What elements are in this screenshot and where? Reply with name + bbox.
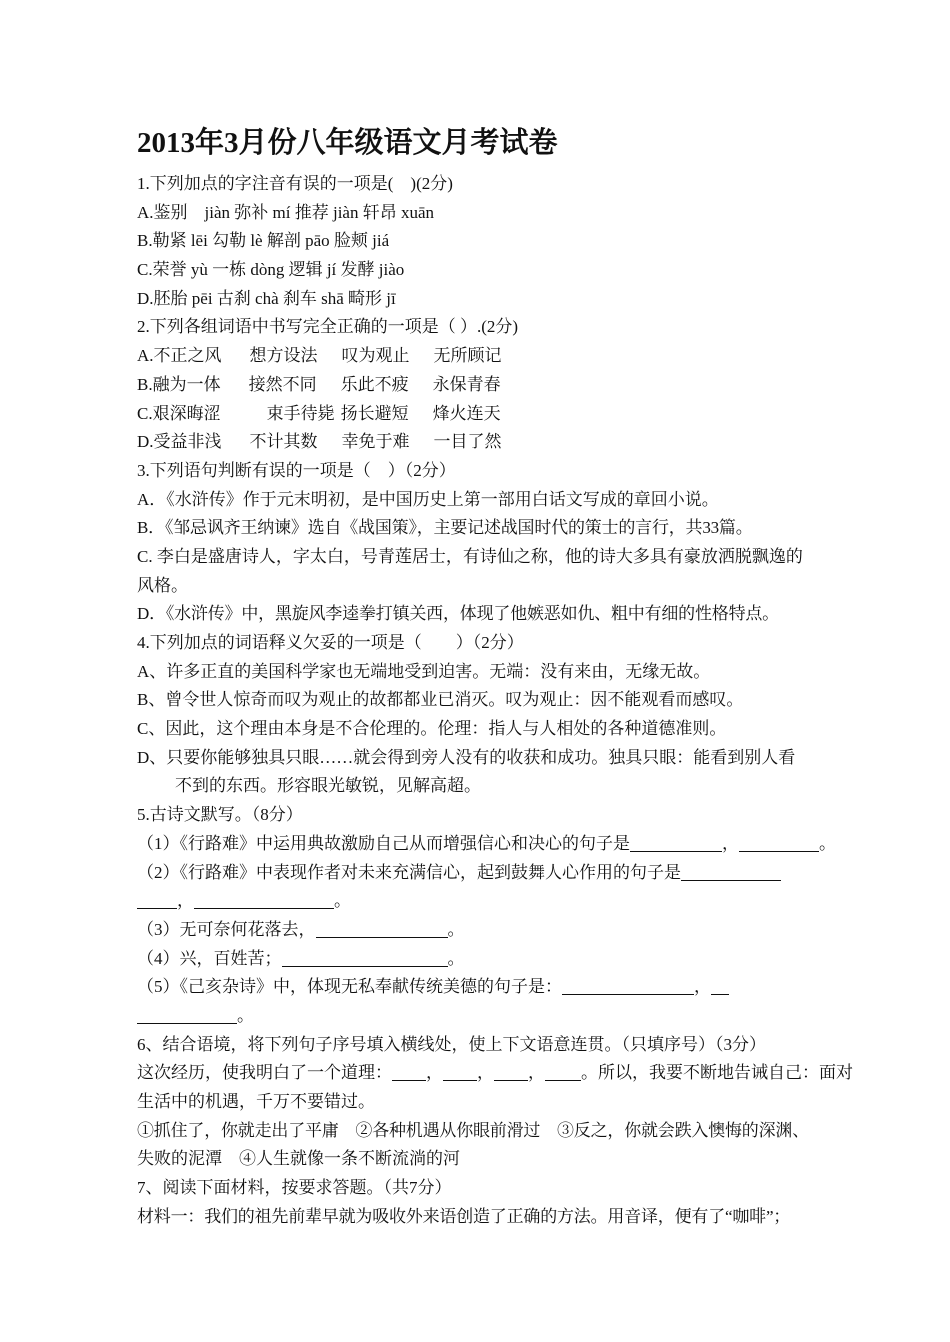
q5-item-2: [137, 859, 897, 888]
q2-a-word-2: 想方设法: [249, 346, 318, 366]
q6-line-1-pre: 这次经历，使我明白了一个道理：: [137, 1063, 392, 1083]
q2-d-word-3: 幸免于难: [341, 432, 410, 452]
q4-option-d-line1: D、只要你能够独具只眼……就会得到旁人没有的收获和成功。独具只眼：能看到别人看: [137, 747, 796, 767]
q5-item-1-blank-2[interactable]: [739, 833, 819, 852]
q5-item-5-cont: [137, 1002, 897, 1031]
q2-c-word-4: 烽火连天: [432, 403, 501, 423]
q2-b-word-2: 接然不同: [248, 374, 317, 394]
q2-a-word-4: 无所顾记: [433, 346, 502, 366]
q2-stem: 2.下列各组词语中书写完全正确的一项是（ ）.(2分): [137, 317, 519, 337]
q5-item-3: [137, 916, 897, 945]
q3-option-a: A．《水浒传》作于元末明初，是中国历史上第一部用白话文写成的章回小说。: [137, 489, 719, 509]
q5-item-1-blank-1[interactable]: [630, 833, 722, 852]
q1-option-a: A.鉴别 jiàn 弥补 mí 推荐 jiàn 轩昂 xuān: [137, 202, 435, 222]
q1-option-b: B.勒紧 lēi 勾勒 lè 解剖 pāo 脸颊 jiá: [137, 231, 390, 251]
q2-c-word-3: 扬长避短: [340, 403, 409, 423]
exam-body: [137, 170, 897, 1231]
q2-d-word-2: 不计其数: [249, 432, 318, 452]
q5-item-2-blank-1a[interactable]: [681, 862, 781, 881]
q3-option-d: D．《水浒传》中，黑旋风李逵拳打镇关西，体现了他嫉恶如仇、粗中有细的性格特点。: [137, 604, 779, 624]
q6-line-1: [137, 1059, 897, 1088]
q5-item-2-cont: [137, 887, 897, 916]
q5-item-4-end: 。: [447, 948, 465, 968]
q2-c-word-1: C.艰深晦涩: [137, 403, 221, 423]
q5-item-1: [137, 830, 897, 859]
q5-item-2-end: 。: [334, 891, 351, 911]
q6-line-4: 失败的泥潭 ④人生就像一条不断流淌的河: [137, 1149, 460, 1169]
q5-item-5-blank-2a[interactable]: [711, 976, 729, 995]
q4-option-a: A、许多正直的美国科学家也无端地受到迫害。无端：没有来由，无缘无故。: [137, 661, 711, 681]
q5-item-1-text: （1）《行路难》中运用典故激励自己从而增强信心和决心的句子是: [137, 833, 630, 853]
q5-item-2-sep: ，: [177, 891, 194, 911]
q2-c-word-2: 束手待毙: [266, 403, 335, 423]
q6-blank-1[interactable]: [392, 1062, 426, 1081]
q5-item-3-text: （3）无可奈何花落去，: [137, 919, 316, 939]
q5-item-2-text: （2）《行路难》中表现作者对未来充满信心，起到鼓舞人心作用的句子是: [137, 862, 681, 882]
q5-item-4-text: （4）兴，百姓苦；: [137, 948, 282, 968]
q1-option-d: D.胚胎 pēi 古刹 chà 刹车 shā 畸形 jī: [137, 288, 396, 308]
q4-option-d-line2: 不到的东西。形容眼光敏锐，见解高超。: [175, 776, 481, 796]
q7-stem: 7、阅读下面材料，按要求答题。（共7分）: [137, 1178, 452, 1198]
q5-item-2-blank-2[interactable]: [194, 890, 334, 909]
q5-item-4-blank[interactable]: [282, 948, 448, 967]
q6-blank-4[interactable]: [545, 1062, 581, 1081]
q2-option-b: [137, 371, 897, 400]
q2-option-d: [137, 428, 897, 457]
q3-option-b: B．《邹忌讽齐王纳谏》选自《战国策》，主要记述战国时代的策士的言行，共33篇。: [137, 518, 753, 538]
q3-option-c-line1: C. 李白是盛唐诗人，字太白，号青莲居士，有诗仙之称，他的诗大多具有豪放洒脱飘逸的: [137, 546, 803, 566]
page-title: 2013年3月份八年级语文月考试卷: [137, 127, 558, 159]
q5-item-3-blank[interactable]: [316, 919, 448, 938]
q2-option-a: [137, 342, 897, 371]
q2-b-word-3: 乐此不疲: [340, 374, 409, 394]
q2-a-word-1: A.不正之风: [137, 346, 222, 366]
q7-material-1: 材料一：我们的祖先前辈早就为吸收外来语创造了正确的方法。用音译，便有了“咖啡”；: [137, 1206, 791, 1226]
q6-line-2: 生活中的机遇，千万不要错过。: [137, 1092, 375, 1111]
q6-blank-2[interactable]: [443, 1062, 477, 1081]
q5-item-5-sep: ，: [694, 977, 711, 997]
q6-stem: 6、结合语境，将下列句子序号填入横线处，使上下文语意连贯。（只填序号）（3分）: [137, 1034, 766, 1054]
q2-d-word-4: 一目了然: [433, 432, 502, 452]
q4-option-c: C、因此，这个理由本身是不合伦理的。伦理：指人与人相处的各种道德准则。: [137, 719, 727, 739]
q5-item-1-end: 。: [819, 833, 836, 853]
q2-option-c: [137, 400, 897, 429]
q2-d-word-1: D.受益非浅: [137, 432, 222, 452]
q6-blank-3[interactable]: [494, 1062, 528, 1081]
q5-item-4: [137, 945, 897, 974]
q6-line-1-post: 。所以，我要不断地告诫自己：面对: [581, 1063, 853, 1083]
q5-item-2-blank-1b[interactable]: [137, 890, 177, 909]
q1-option-c: C.荣誉 yù 一栋 dòng 逻辑 jí 发酵 jiào: [137, 260, 405, 280]
q1-stem: 1.下列加点的字注音有误的一项是( )(2分): [137, 174, 453, 193]
q4-option-b: B、曾令世人惊奇而叹为观止的故都都业已消灭。叹为观止：因不能观看而感叹。: [137, 690, 744, 710]
q6-sep-2: ，: [477, 1063, 494, 1083]
q6-sep-3: ，: [528, 1063, 545, 1083]
q3-option-c-line2: 风格。: [137, 575, 188, 595]
q5-item-3-end: 。: [447, 919, 465, 939]
q6-line-3: ①抓住了，你就走出了平庸 ②各种机遇从你眼前滑过 ③反之，你就会跌入懊悔的深渊、: [137, 1120, 809, 1140]
q2-b-word-1: B.融为一体: [137, 374, 221, 394]
q2-a-word-3: 叹为观止: [341, 346, 410, 366]
q5-item-1-sep: ，: [722, 833, 739, 853]
q5-item-5: [137, 973, 897, 1002]
q5-item-5-text: （5）《己亥杂诗》中，体现无私奉献传统美德的句子是：: [137, 977, 562, 997]
q5-item-5-end: 。: [237, 1005, 254, 1025]
q5-item-5-blank-2b[interactable]: [137, 1005, 237, 1024]
q5-item-5-blank-1[interactable]: [562, 976, 694, 995]
q4-stem: 4.下列加点的词语释义欠妥的一项是（ ）（2分）: [137, 633, 524, 652]
q5-stem: 5.古诗文默写。（8分）: [137, 805, 303, 825]
q3-stem: 3.下列语句判断有误的一项是（ ）（2分）: [137, 460, 456, 480]
q2-b-word-4: 永保青春: [432, 374, 501, 394]
q6-sep-1: ，: [426, 1063, 443, 1083]
